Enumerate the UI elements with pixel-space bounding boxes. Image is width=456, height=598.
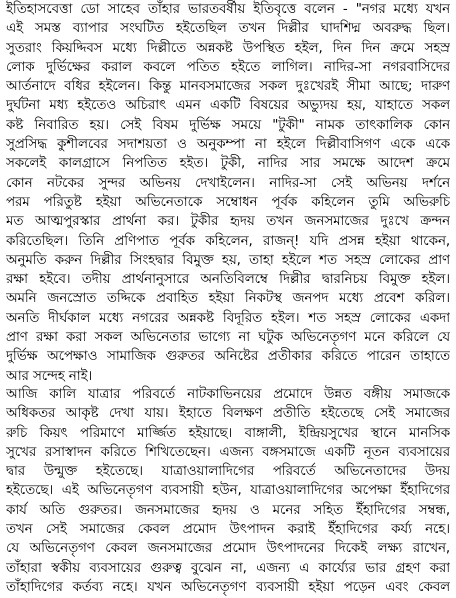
text-line: লোক দুর্ভিক্ষের করাল কবলে পতিত হইতে লাগিল। নাদির-সা নগরবাসিদের (6, 59, 450, 75)
text-line: কার্য অতি গুরুতর। জনসমাজের হৃদয় ও মনের সহিত ইঁহাদিগের সম্বন্ধ, (6, 502, 450, 518)
text-line: দ্বার উন্মুক্ত হইতেছে। যাত্রাওয়ালাদিগের পরিবর্তে অভিনেতাদের উদয় (6, 464, 450, 480)
paragraph-2 (6, 385, 450, 597)
text-line: অনতি দীর্ঘকাল মধ্যে নগরের অন্নকষ্ট বিদূরিত হইল। শত সহস্র লোকের একদা (6, 310, 450, 326)
text-line: সকলেই কালগ্রাসে নিপতিত হইত। টুকী, নাদির সার সমক্ষে আদেশ ক্রমে (6, 156, 450, 172)
text-line: সুপ্রসিদ্ধ কুশীলবের সদাশয়তা ও অনুকম্পা না হইলে দিল্লীবাসিগণ একে একে (6, 137, 450, 153)
text-line: তখন সেই সমাজের কেবল প্রমোদ উৎপাদন করাই ইঁহাদিগের কর্য্য নহে। (6, 522, 450, 538)
paragraph-1 (6, 0, 450, 386)
text-line: সুতরাং কিয়দ্দিবস মধ্যে দিল্লীতে অন্নকষ্ট উপস্থিত হইল, দিন দিন ক্রমে সহস্র (6, 40, 450, 56)
text-line: আজি কালি যাত্রার পরিবর্তে নাটকাভিনয়ের প্রমোদে উন্নত বঙ্গীয় সমাজকে (6, 387, 450, 402)
text-line: তাঁহাদিগের কর্তব্য নহে। যখন অভিনেতৃগণ ব্যবসায়ী হইয়া পড়েন এবং কেবল (6, 579, 450, 595)
text-line: সুখের রসাস্বাদন করিতে শিখিতেছেন। এজন্য বঙ্গসমাজে একটি নূতন ব্যবসায়ের (6, 444, 450, 460)
text-line: কষ্ট নিবারিত হয়। সেই বিষম দুর্ভিক্ষ সময়ে "টুকী" নামক তাৎকালিক কোন (6, 117, 450, 133)
text-line: মত আত্মপুরস্কার প্রার্থনা কর। টুকীর হৃদয় তখন জনসমাজের দুঃখে ক্রন্দন (6, 214, 450, 230)
text-line: দুর্ঘটনা মধ্য হইতেও অচিরাৎ এমন একটি বিষয়ের অভ্যুদয় হয়, যাহাতে সকল (6, 98, 450, 114)
text-line: হইতেছে। এই অভিনেতৃগণ ব্যবসায়ী হউন, যাত্রাওয়ালাদিগের অপেক্ষা ইঁহাদিগের (6, 483, 450, 499)
text-line: অধিকতর আকৃষ্ট দেখা যায়। ইহাতে বিলক্ষণ প্রতীতি হইতেছে সেই সমাজের (6, 406, 450, 422)
text-line: তাঁহারা স্বকীয় ব্যবসায়ের গুরুত্ব বুঝেন না, এজন্য এ কার্য্যের ভার গ্রহণ করা (6, 560, 450, 576)
text-line: রুচি কিয়ৎ পরিমাণে মার্জ্জিত হইয়াছে। বাঙ্গালী, ইন্দ্রিয়সুখের স্থানে মানসিক (6, 425, 450, 441)
text-line: যে অভিনেতৃগণ কেবল জনসমাজের প্রমোদ উৎপাদনের দিকেই লক্ষ্য রাখেন, (6, 541, 450, 557)
text-line: প্রাণ রক্ষা করা সকল অভিনেতার ভাগ্যে না ঘটুক অভিনেতৃগণ মনে করিলে যে (6, 330, 450, 346)
text-line: আর্তনাদে বধির হইলেন। কিন্তু মানবসমাজের সকল দুঃখেরই সীমা আছে; দারুণ (6, 79, 450, 95)
text-line: অমনি জনস্রোত তদ্দিকে প্রবাহিত হইয়া নিকটস্থ জনপদ মধ্যে প্রবেশ করিল। (6, 291, 450, 307)
text-line: পরম পরিতুষ্ট হইয়া অভিনেতাকে সম্বোধন পূর্বক কহিলেন তুমি অভিরুচি (6, 194, 450, 210)
text-line: আর সন্দেহ নাই। (6, 368, 93, 384)
text-line: এই সমস্ত ব্যাপার সংঘটিত হইতেছিল তখন দিল্লীর ঘাদশিদ্ম অবরুদ্ধ ছিল। (6, 21, 450, 37)
text-line: করিতেছিল। তিনি প্রণিপাত পূর্বক কহিলেন, রাজন্! যদি প্রসন্ন হইয়া থাকেন, (6, 233, 450, 249)
text-line: রক্ষা হইবে। তদীয় প্রার্থনানুসারে অনতিবিলম্বে দিল্লীর দ্বারনিচয় বিমুক্ত হইল। (6, 272, 450, 288)
text-line: কোন নটকের সুন্দর অভিনয় দেখাইলেন। নাদির-সা সেই অভিনয় দর্শনে (6, 175, 450, 191)
text-line: অনুমতি করুন দিল্লীর সিংহদ্বার বিমুক্ত হয়, তাহা হইলে শত সহস্র লোকের প্রাণ (6, 252, 450, 268)
text-line: দুর্ভিক্ষ অপেক্ষাও সামাজিক গুরুতর অনিষ্টের প্রতীকার করিতে পারেন তাহাতে (6, 349, 450, 365)
text-line: ইতিহাসবেত্তা ডো সাহেব তাঁহার ভারতবর্ষীয় ইতিবৃত্তে বলেন - "নগর মধ্যে যখন (6, 2, 450, 17)
